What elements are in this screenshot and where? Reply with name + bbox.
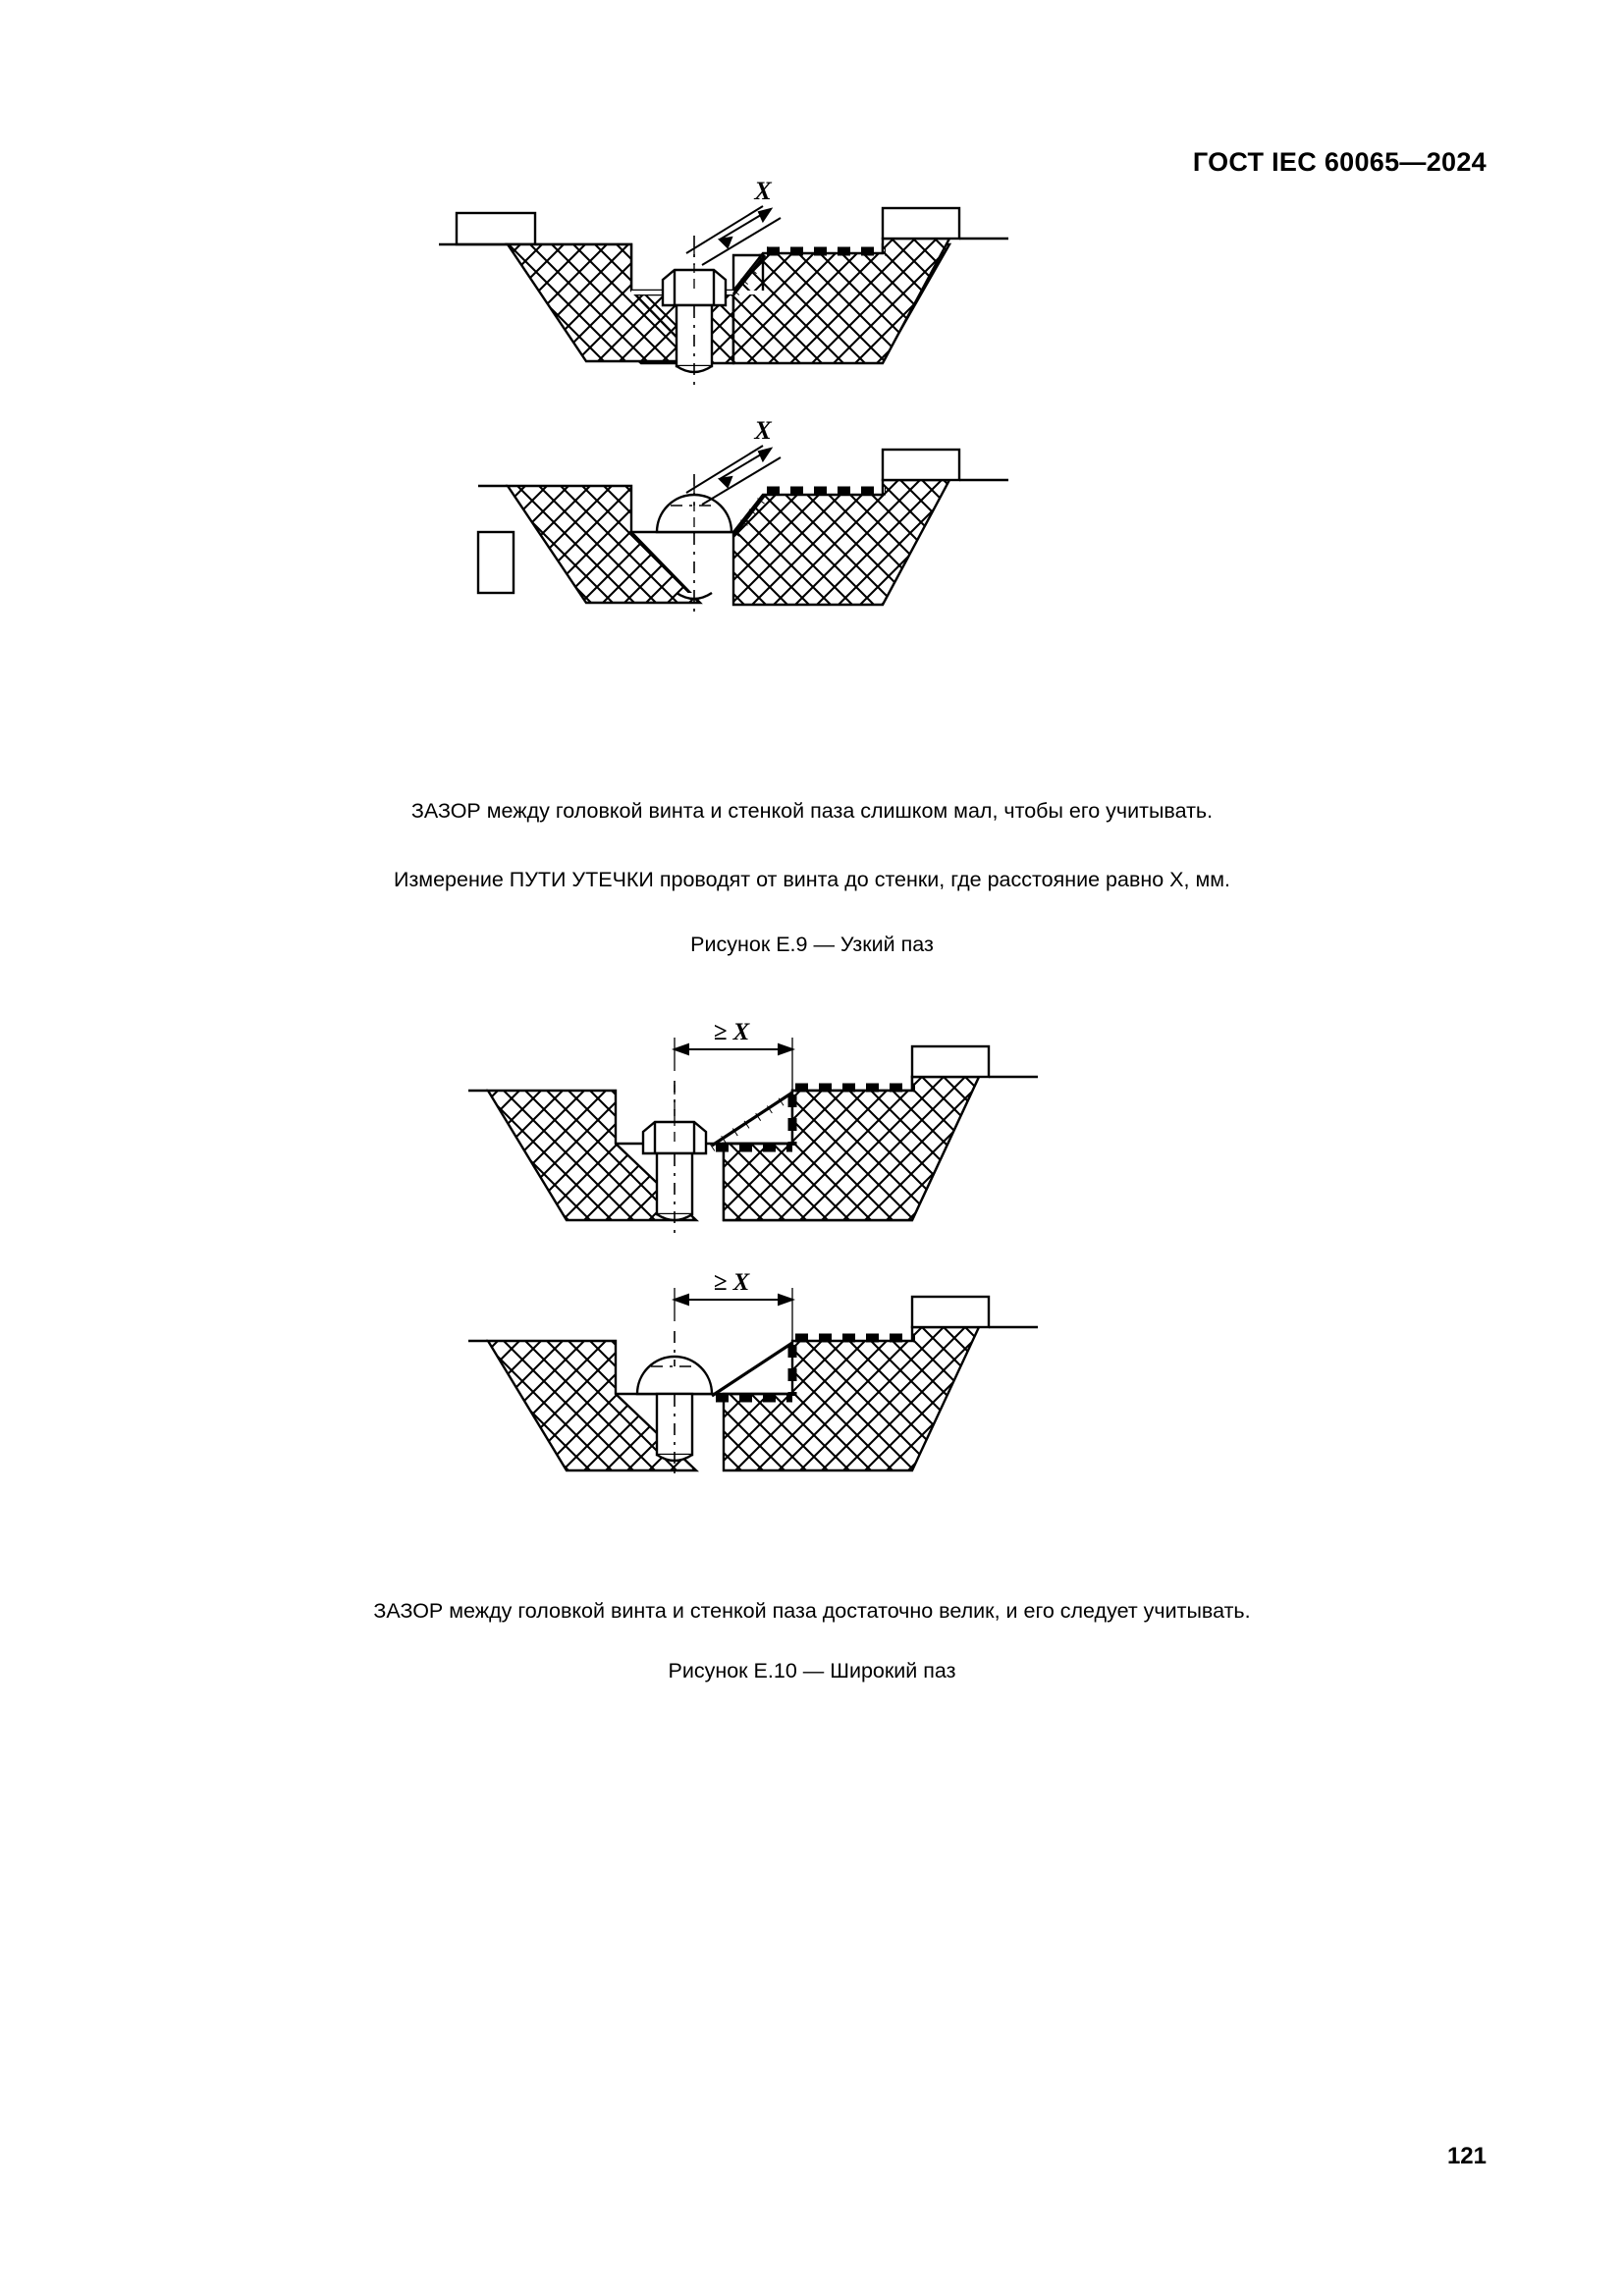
- page-number: 121: [1446, 2143, 1487, 2169]
- dimension-label-x-bottom: X: [754, 416, 772, 445]
- dimension-label-x-top: X: [754, 177, 772, 205]
- figure-e10-drawings: [0, 1021, 1624, 1551]
- figure-e10-svg: [439, 1021, 1185, 1551]
- page-header: ГОСТ IEC 60065—2024: [1192, 147, 1487, 177]
- dimension-label-gte-x-bottom: ≥ X: [713, 1269, 750, 1296]
- figure-e10-title: Рисунок E.10 — Широкий паз: [668, 1659, 956, 1682]
- dimension-label-gte-x-top: ≥ X: [713, 1019, 750, 1045]
- figure-e9-note-1: ЗАЗОР между головкой винта и стенкой паза слишком мал, чтобы его учитывать.: [410, 799, 1214, 823]
- figure-e9-note-2: Измерение ПУТИ УТЕЧКИ проводят от винта до стенки, где расстояние равно X, мм.: [393, 868, 1230, 891]
- figure-e10-note-1: ЗАЗОР между головкой винта и стенкой паза достаточно велик, и его следует учитывать.: [373, 1599, 1251, 1623]
- figure-e9-title: Рисунок E.9 — Узкий паз: [690, 933, 934, 956]
- figure-e9-drawings: [0, 177, 1624, 746]
- figure-e9-svg: [439, 177, 1185, 746]
